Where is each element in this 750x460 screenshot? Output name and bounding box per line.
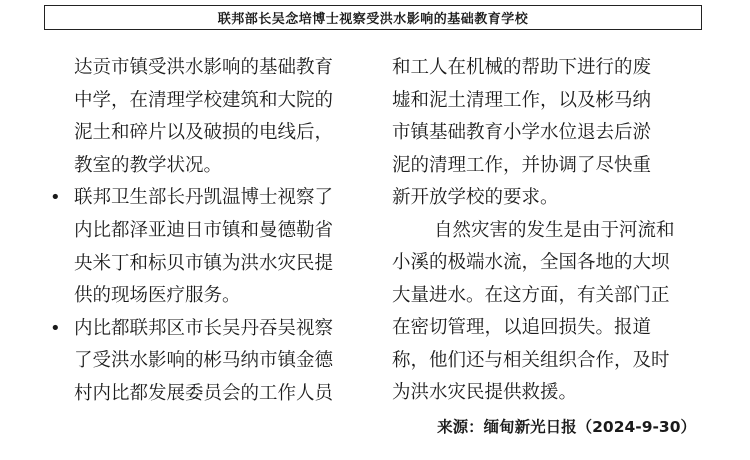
right-para-2-line: 在密切管理，以追回损失。报道 — [392, 317, 652, 338]
bullet-1-line: 内比都泽亚迪日市镇和曼德勒省 — [74, 219, 334, 241]
left-intro-line: 教室的教学状况。 — [74, 154, 223, 176]
right-para-2-line: 小溪的极端水流，全国各地的大坝 — [392, 252, 670, 273]
right-para-2-line: 为洪水灾民提供救援。 — [392, 382, 578, 403]
bullet-1-line: 供的现场医疗服务。 — [74, 285, 241, 307]
headline-box — [44, 5, 702, 30]
right-para-2-line: 大量进水。在这方面，有关部门正 — [392, 284, 670, 306]
source-credit: 来源：缅甸新光日报（2024-9-30） — [437, 418, 696, 436]
left-intro-line: 达贡市镇受洪水影响的基础教育 — [74, 57, 334, 78]
left-intro-line: 泥土和碎片以及破损的电线后， — [74, 122, 334, 144]
left-intro-line: 中学，在清理学校建筑和大院的 — [74, 89, 334, 111]
right-para-1-line: 墟和泥土清理工作，以及彬马纳 — [392, 89, 652, 111]
bullet-2-text: 内比都联邦区市长吴丹吞吴视察 — [74, 317, 334, 339]
left-column — [50, 52, 370, 411]
right-para-1-line: 新开放学校的要求。 — [392, 187, 559, 208]
bullet-dot: • — [50, 317, 61, 339]
right-para-1-line: 市镇基础教育小学水位退去后淤 — [392, 122, 652, 143]
right-para-1-line: 泥的清理工作，并协调了尽快重 — [392, 154, 652, 176]
headline: 联邦部长吴念培博士视察受洪水影响的基础教育学校 — [217, 12, 529, 27]
bullet-1-text: 联邦卫生部长丹凯温博士视察了 — [74, 187, 334, 209]
bullet-1-line: 央米丁和标贝市镇为洪水灾民提 — [74, 252, 334, 274]
right-para-2-line: 自然灾害的发生是由于河流和 — [434, 219, 675, 241]
bullet-dot: • — [50, 187, 61, 209]
right-para-2-line: 称，他们还与相关组织合作，及时 — [392, 349, 670, 371]
bullet-2-line: 了受洪水影响的彬马纳市镇金德 — [74, 350, 334, 372]
right-column — [388, 52, 718, 410]
bullet-2-line — [50, 313, 370, 346]
bullet-1-line — [50, 182, 370, 215]
bullet-2-line: 村内比都发展委员会的工作人员 — [74, 382, 334, 404]
right-para-1-line: 和工人在机械的帮助下进行的废 — [392, 57, 652, 78]
